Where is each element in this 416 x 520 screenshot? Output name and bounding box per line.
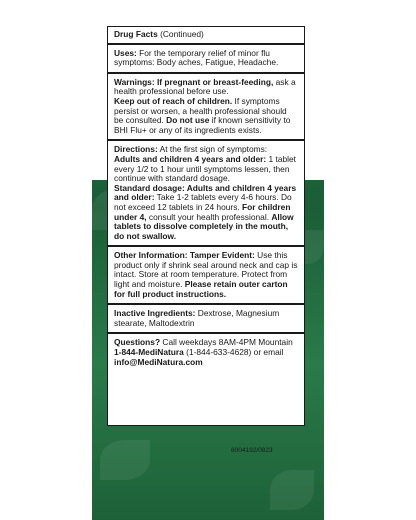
drug-facts-title: Drug Facts	[114, 29, 158, 39]
warnings-pregnant: If pregnant or breast-feeding,	[156, 76, 274, 87]
warnings-section	[114, 74, 298, 140]
warnings-do-not-use-text: if known sensitivity to BHI Flu+ or any of its ingredients exists.	[114, 115, 291, 135]
uses-text: For the temporary relief of minor flu symptoms: Body aches, Fatigue, Headache.	[114, 47, 279, 68]
directions-section	[114, 141, 298, 245]
warnings-keep-out-text: If symptoms persist or worsen, a health professional should be consulted.	[114, 95, 287, 126]
inactive-label: Inactive Ingredients:	[114, 308, 196, 319]
directions-under4: For children under 4,	[114, 201, 291, 222]
questions-label: Questions?	[114, 337, 161, 348]
warnings-pregnant-text: ask a health professional before use.	[114, 76, 296, 97]
lot-code: 6004192/0823	[231, 447, 273, 454]
other-info-text: Use this product only if shrink seal around neck and cap is intact. Store at room temperature. Protect from light and moisture.	[114, 250, 298, 290]
other-info-section	[114, 247, 298, 303]
directions-dissolve: Allow tablets to dissolve completely in the mouth, do not swallow.	[114, 211, 294, 241]
warnings-keep-out: Keep out of reach of children.	[114, 95, 233, 106]
warnings-do-not-use: Do not use	[166, 115, 210, 126]
drug-facts-header	[114, 30, 298, 43]
leaf-decoration	[270, 470, 314, 510]
questions-phone: 1-844-MediNatura	[114, 347, 184, 358]
directions-adults-text: 1 tablet every 1/2 to 1 hour until symptoms lessen, then continue with standard dosage.	[114, 153, 296, 184]
directions-under4-text: consult your health professional.	[148, 211, 270, 222]
questions-text: Call weekdays 8AM-4PM Mountain	[162, 337, 293, 348]
uses-label: Uses:	[114, 47, 137, 58]
directions-standard: Standard dosage: Adults and children 4 years and older:	[114, 182, 297, 203]
inactive-section	[114, 305, 298, 332]
warnings-label: Warnings:	[114, 76, 155, 87]
inactive-text: Dextrose, Magnesium stearate, Maltodextrin	[114, 308, 280, 328]
directions-label: Directions:	[114, 144, 158, 155]
questions-section	[114, 334, 298, 371]
drug-facts-panel	[107, 26, 305, 426]
leaf-decoration	[100, 440, 150, 480]
directions-standard-text: Take 1-2 tablets every 4-6 hours. Do not exceed 12 tablets in 24 hours.	[114, 192, 292, 212]
questions-email: info@MediNatura.com	[114, 356, 203, 367]
other-info-retain: Please retain outer carton for full product instructions.	[114, 279, 288, 299]
drug-facts-continued: (Continued)	[160, 29, 204, 39]
questions-phone-number: (1-844-633-4628) or email	[186, 347, 284, 358]
directions-intro: At the first sign of symptoms:	[159, 144, 268, 155]
uses-section	[114, 45, 298, 72]
directions-adults: Adults and children 4 years and older:	[114, 153, 267, 164]
other-info-label: Other Information: Tamper Evident:	[114, 250, 255, 261]
